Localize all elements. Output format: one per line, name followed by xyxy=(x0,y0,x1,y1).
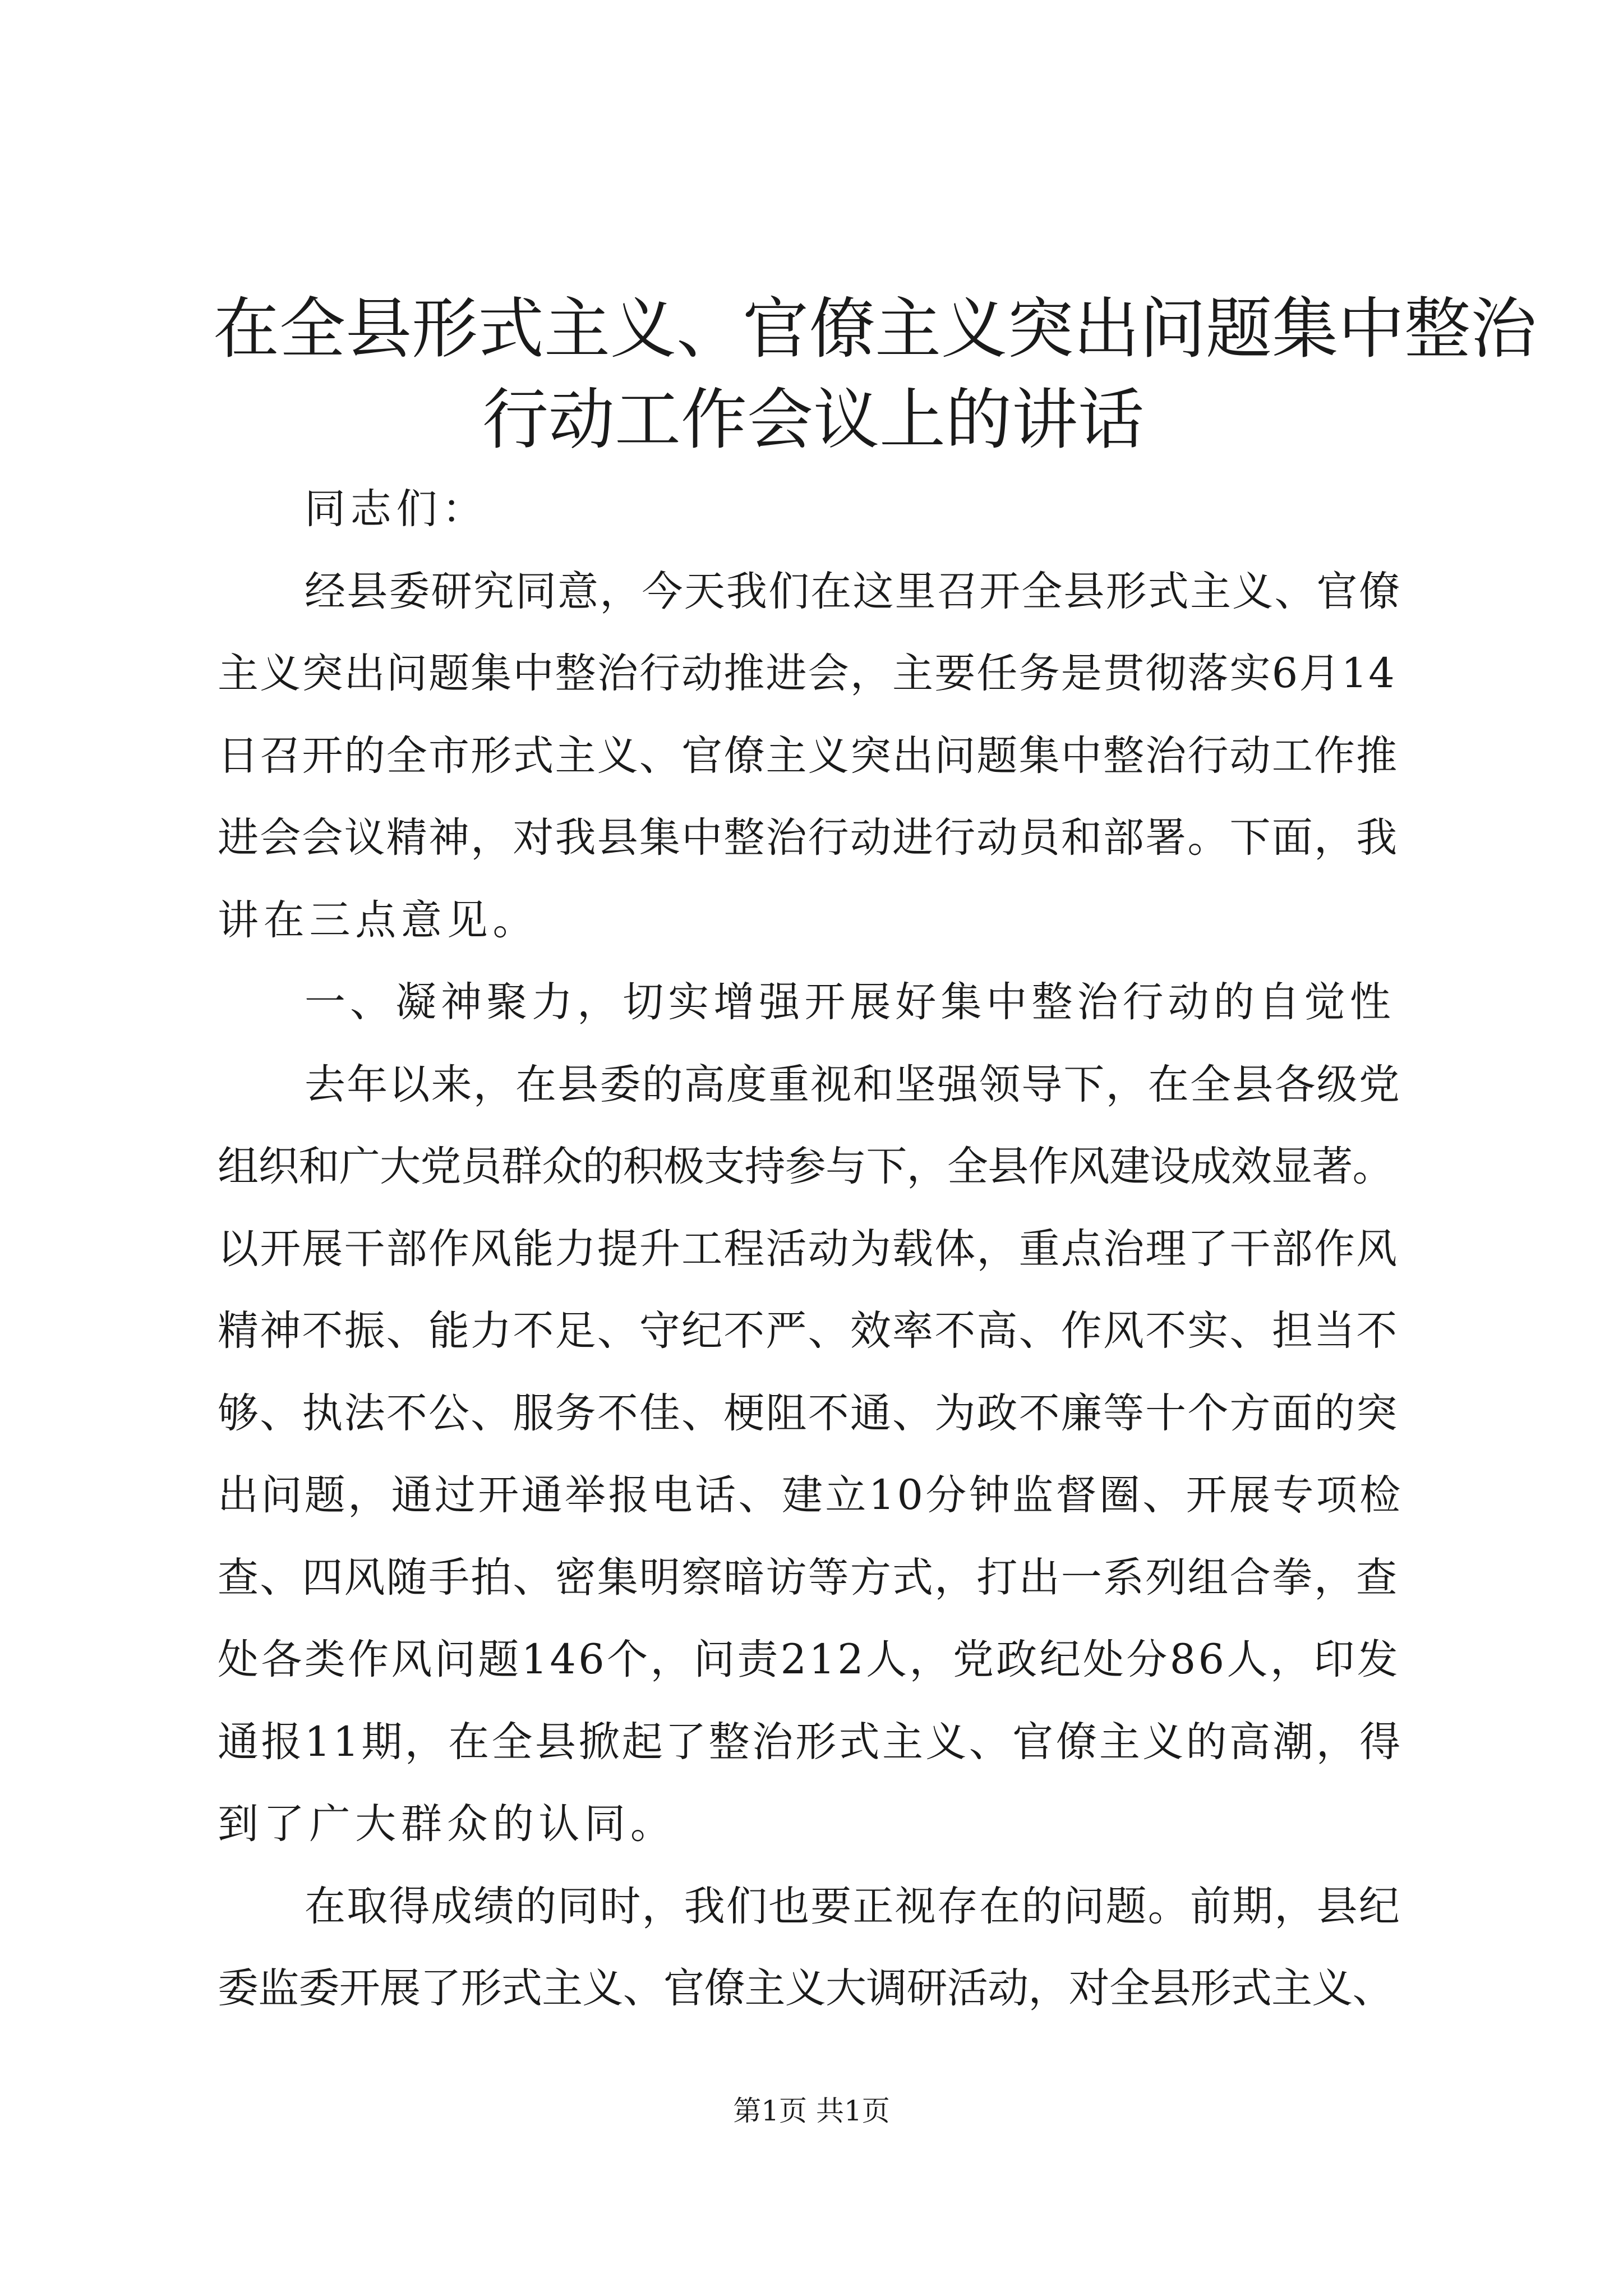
paragraph-line: 组织和广大党员群众的积极支持参与下，全县作风建设成效显著。 xyxy=(218,1143,1393,1190)
paragraph xyxy=(218,468,1404,551)
paragraph-line: 去年以来，在县委的高度重视和坚强领导下，在全县各级党 xyxy=(305,1060,1401,1108)
paragraph-line: 委监委开展了形式主义、官僚主义大调研活动，对全县形式主义、 xyxy=(218,1964,1393,2012)
paragraph-line: 经县委研究同意，今天我们在这里召开全县形式主义、官僚 xyxy=(305,567,1401,615)
paragraph-line: 日召开的全市形式主义、官僚主义突出问题集中整治行动工作推 xyxy=(218,731,1399,780)
paragraph-line: 到了广大群众的认同。 xyxy=(218,1800,676,1848)
document-body xyxy=(218,468,1404,2030)
paragraph xyxy=(218,1044,1404,1866)
paragraph-line: 够、执法不公、服务不佳、梗阻不通、为政不廉等十个方面的突 xyxy=(218,1389,1399,1437)
paragraph-line: 同志们： xyxy=(305,485,488,533)
paragraph-line: 处各类作风问题146个，问责212人，党政纪处分86人，印发 xyxy=(218,1636,1400,1683)
paragraph-line: 在取得成绩的同时，我们也要正视存在的问题。前期，县纪 xyxy=(305,1882,1401,1930)
paragraph-line: 讲在三点意见。 xyxy=(218,896,539,944)
document-title xyxy=(213,283,1537,465)
page-footer: 第1页 共1页 xyxy=(733,2095,890,2127)
paragraph-line: 以开展干部作风能力提升工程活动为载体，重点治理了干部作风 xyxy=(218,1225,1399,1273)
paragraph xyxy=(218,551,1404,962)
paragraph-line: 精神不振、能力不足、守纪不严、效率不高、作风不实、担当不 xyxy=(218,1307,1399,1355)
paragraph-line: 进会会议精神，对我县集中整治行动进行动员和部署。下面，我 xyxy=(218,814,1399,862)
title-line-2: 行动工作会议上的讲话 xyxy=(482,381,1144,458)
paragraph-line: 主义突出问题集中整治行动推进会，主要任务是贯彻落实6月14 xyxy=(218,650,1396,697)
paragraph-line: 查、四风随手拍、密集明察暗访等方式，打出一系列组合拳，查 xyxy=(218,1553,1399,1602)
paragraph-line: 一、凝神聚力，切实增强开展好集中整治行动的自觉性 xyxy=(305,978,1395,1026)
paragraph xyxy=(218,961,1404,1044)
paragraph xyxy=(218,1866,1404,2030)
paragraph-line: 出问题，通过开通举报电话、建立10分钟监督圈、开展专项检 xyxy=(218,1471,1403,1519)
title-line-1: 在全县形式主义、官僚主义突出问题集中整治 xyxy=(213,290,1537,367)
paragraph-line: 通报11期，在全县掀起了整治形式主义、官僚主义的高潮，得 xyxy=(218,1718,1403,1766)
